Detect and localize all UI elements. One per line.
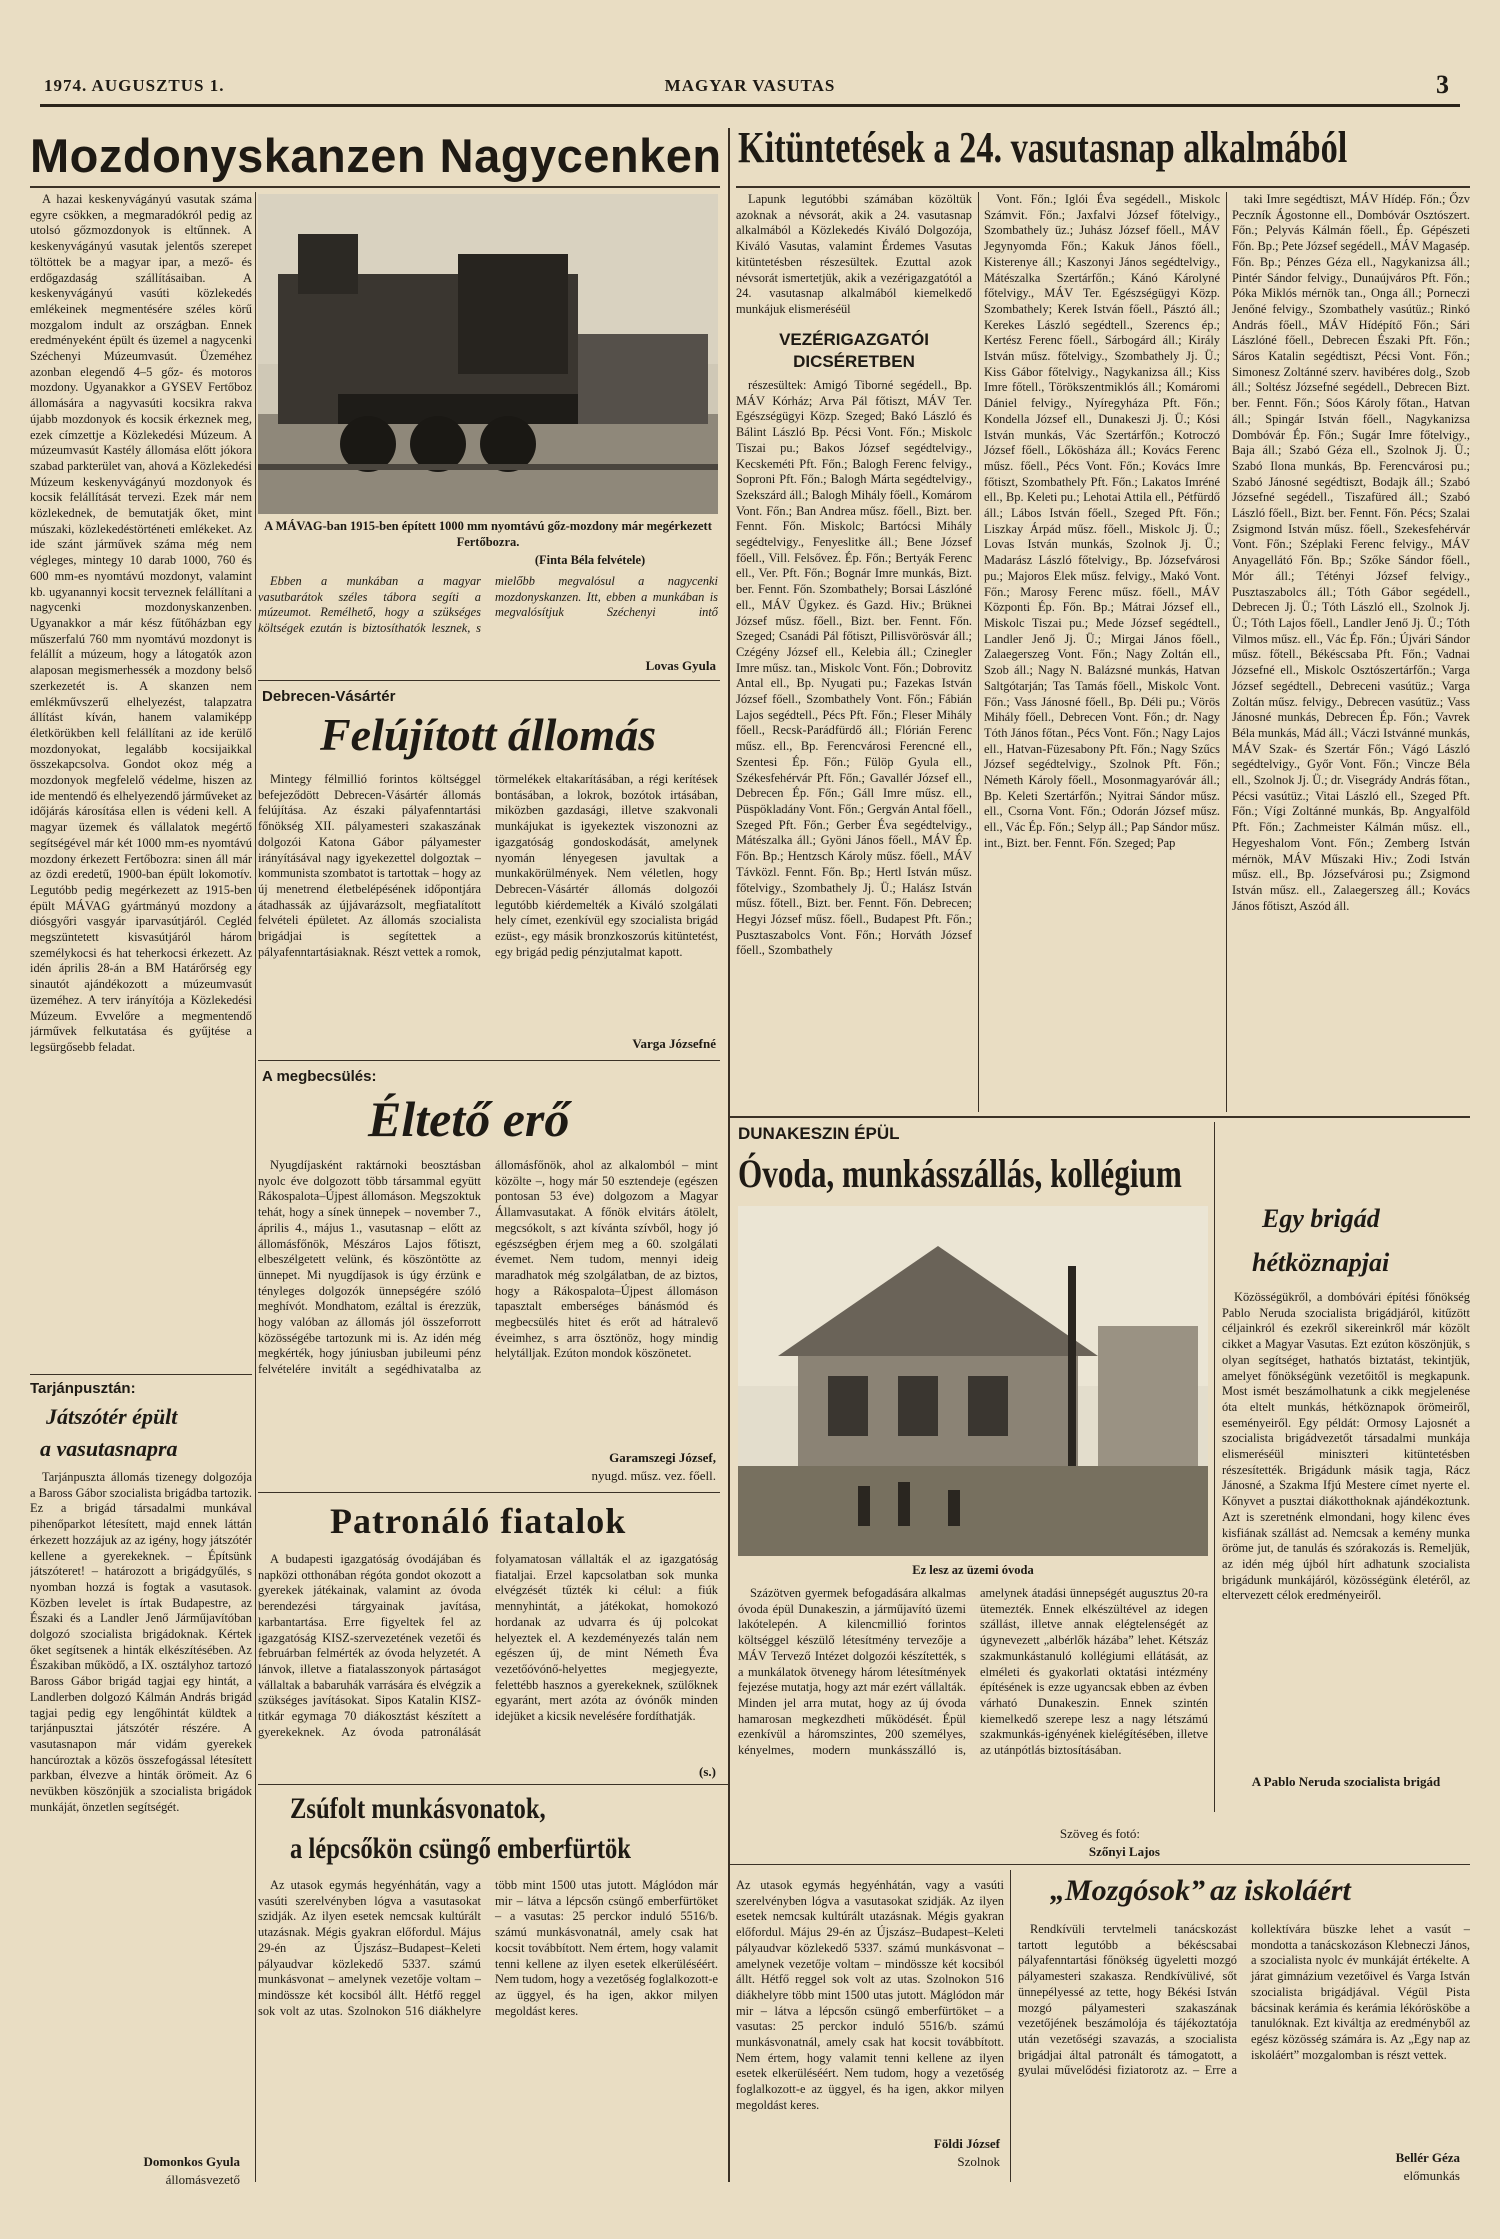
headline-rule-left [30,186,720,188]
locomotive-illustration [258,194,718,514]
trains-paragraph: Az utasok egymás hegyénhátán, vagy a vasúti szerelvényben lógva a vasutasokat szidják. Az ilyen esetek nemcsak kultúrált utazásnak. Mégis gyakran előfordul. Május 29-én az Újszász–Budapest–Keleti pályaudvar közlekedő 5337. számú munkásvonat – amelynek vezetője voltam – mindössze két kocsiból állt. Hétfő reggel sok volt az utas. Szolnokon 516 diákhelyre több mint 1500 utas jutott. Máglódon már mir – látva a lépcsőn csüngő emberfürtöket – a vasutas: 25 perckor induló 5516/b. számú munkásvonatnál, amely csak hat kocsit továbbított. Nem értem, hogy valamit tenni kellene az ilyen esetek elkerüléséért. Nem tudom, hogy a vezetőség foglalkozott-e az üggyel, és ha igen, akkor milyen megoldást keres. [258,1878,718,2018]
kindergarten-bottom-rule [730,1864,1470,1865]
museum-body-col2 [258,574,718,652]
station-headline: Felújított állomás [320,709,657,760]
awards-list-col2-text: Vont. Főn.; Iglói Éva segédell., Miskolc Számvit. Főn.; Jaxfalvi József főtelvigy., Szombathely üz.; Juhász József főell., MÁV Jegynyomda Főn.; Kakuk János főell., Kisterenye áll.; Kaszonyi János segédtelvigy., Mátészalka Szertárfőn.; Kánó Károlyné főtelvigy., MÁV Ter. Egészségügyi Közp. Szombathely; Kerek István főell., Pásztó áll.; Kerekes László segédtell., Szerencs ép.; Kertész Ferenc főell., Sárbogárd áll.; Király István műsz. főtelvigy., Szombathely Jj. Ü.; Kiss Gábor főtelvigy., Nagykanizsa áll.; Kiss Imre főtell., Törökszentmiklós áll.; Komáromi Dániel felvigy., Nyíregyháza Pft. Főn.; Kondella József ell., Dunakeszi Jj. Ü.; Kósi István munkás, Vác Szertárfőn.; Kotroczó József főell., Lőkösháza áll.; Kovács Ferenc műsz. főell., Pécs Vont. Főn.; Kovács Imre főtiszt, Szombathely Pft. Főn.; Lakatos Imréné ell., Bp. Keleti pu.; Lehotai Attila ell., Pétfürdő áll.; Lábos István főell., Szeged Pft. Főn.; Liszkay Árpád műsz. főell., Miskolc Jj. Ü.; Lovas István munkás, Szolnok Jj. Ü.; Madarász László főtelvigy., Bp. Józsefvárosi pu.; Majoros Elek műsz. felvigy., Makó Vont. Főn.; Marosy Ferenc műsz. főell., MÁV Központi Ép. Főn. Bp.; Mátrai József ell., Miskolc Tiszai pu.; Mede József segédtell., Landler Jenő Jj. Ü.; Mirgai János főell., Zalaegerszeg Vont. Főn.; Nagy Zoltán ell., Szob áll.; Nagy N. Balázsné munkás, Hatvan Saltgótarján; Tas Tamás főell., Miskolc Vont. Főn.; Vass Jánosné főell., Bp. Déli pu.; Vörös Mihály főell., Debrecen Vont. Főn.; dr. Nagy Tóth János főtan., Pécs Vont. Főn.; Nagy Lajos ell., Hatvan-Füzesabony Pft. Főn.; Nagy Szűcs József segédtelvigy., Szolnok Pft. Főn.; Németh Károly főell., Mosonmagyaróvár áll.; Bp. Keleti Szertárfőn.; Nyitrai Sándor műsz. ell., Csorna Vont. Főn.; Odorán József műsz. ell., Vác Ép. Főn.; Selyp áll.; Pap Sándor műsz. int., Bizt. ber. Fennt. Főn. Szeged; Pap [984,192,1220,850]
movers-paragraph: Rendkívüli tervtelmeli tanácskozást tartott legutóbb a békéscsabai pályafenntartási főnökség ügyeletti mozgó pályamesteri szakasza. Rendkívülivé, sőt ünnepélyessé az tette, hogy Békési István mozgó pályamesteri szakaszának vezetőjének beszámolója és tájékoztatója után vezetőségi szavazás, a szocialista brigádjai által patronált és támogatott, a gyulai művelődési fiziatorotz az. – Erre a kollektívára büszke lehet a vasút – mondotta a tanácskozáson Klebneczi János, a szocialista nyolc év munkáját értékelte. A járat gimnázium vezetőivel és Varga István szocialista brigádjával. Végül Pista bácsinak kerámia és kerámia lékórösköbe a tanulóknak. Ezt kiváltja az eredményből az egész közösség számára is. Az „Egy nap az iskoláért” mozgalomban is részt vettek. [1018,1922,1470,2078]
patron-bottom-rule [258,1784,728,1785]
patron-headline: Patronáló fiatalok [330,1501,627,1541]
trains-headline-line1: Zsúfolt munkásvonatok, [290,1792,546,1825]
awards-intro [736,192,972,322]
life-author-title: nyugd. műsz. vez. főell. [591,1468,716,1483]
kindergarten-photo-caption: Ez lesz az üzemi óvoda [912,1563,1034,1577]
playground-kicker: Tarjánpusztán: [30,1380,136,1397]
center-divider [728,128,730,1128]
playground-top-rule [30,1374,252,1375]
kindergarten-photo [738,1206,1208,1556]
playground-paragraph: Tarjánpuszta állomás tizenegy dolgozója a Baross Gábor szocialista brigádba tartozik. Ez a brigád társadalmi munkával pihenőparkot létesített, majd ennek láttán érkezett hozzájuk az az igény, hogy játszótér kellene a gyerekeknek. – Építsünk játszóteret! – határozott a brigádgyűlés, s nyomban hozzá is fogtak a vasutasok. Közben levelet is írtak Budapestre, az Északi és a Landler Jenő Járműjavítóban dolgozó szocialista brigádoknak. Kértek őket segítsenek a hinták elkészítésében. Az Északiban működő, a IX. osztályhoz tartozó Baross Gábor brigád tagjai egy hintát, a Landlerben dolgozó Kálmán András brigád tagjai pedig egy lengőhintát küldtek a tarjánpusztai játszótér részére. A vasutasnapon már vidám gyerekek hancúroztak a közös összefogással létesített parkban, élvezve a hinták örömeit. Az 6 nevükben köszönjük a szocialista brigádok munkáját, önzetlen segítségét. [30,1470,252,1814]
awards-bottom-rule [730,1116,1470,1118]
patron-paragraph: A budapesti igazgatóság óvodájában és napközi otthonában régóta gondot okozott a gyerekek játékainak, valamint az óvoda berendezési tárgyainak javítása, karbantartása. Erre figyeltek fel az igazgatóság KISZ-szervezetének vezetői és februárban felmérték az óvoda helyzetét. A lánvok, illetve a fiatalasszonyok pártaságot vállaltak a babaruhák varrására és elvégzik a szükséges javításokat. Sipos Katalin KISZ-titkár egymaga 70 diákosztást készített a gyerekeknek. Az óvoda patronálását folyamatosan vállalták el az igazgatóság fiataljai. Erzel kapcsolatban sok munka elvégzését tűzték ki célul: a fiúk mennyhintát, a játékokat, homokozó hordanak az udvarra és új polcokat helyeztek el. A kezdeményezés talán nem egészen új, de mint Németh Éva vezetőóvónő-helyettes megjegyezte, felettébb hasznos a gyerekeknek, szülőknek egyaránt, mert azóta az óvónők minden idejüket a kicsik nevelésére fordíthatják. [258,1552,718,1739]
station-author: Varga Józsefné [632,1036,716,1051]
movers-headline-part2: az iskoláért [1210,1874,1351,1907]
brigade-body [1222,1290,1470,1792]
awards-headline: Kitüntetések a 24. vasutasnap alkalmából [738,123,1348,172]
issue-date: 1974. AUGUSZTUS 1. [44,76,225,95]
trains-author-title: Szolnok [957,2154,1000,2169]
museum-author: Lovas Gyula [645,658,716,673]
locomotive-photo-caption: A MÁVAG-ban 1915-ben épített 1000 mm nyomtávú gőz-mozdony már megérkezett Fertőbozra. [264,519,712,549]
life-headline: Éltető erő [368,1091,570,1147]
locomotive-photo [258,194,718,514]
life-bottom-rule [258,1492,720,1493]
station-paragraph: Mintegy félmillió forintos költséggel befejeződött Debrecen-Vásártér állomás felújítása. Az északi pályafenntartási főnökség XII. pályamesteri szakaszának dolgozói Katona Gábor pályamester irányításával nagy igyekezettel dolgoztak – kommunista szombatot is tartottak – hogy az új menetrend életbelépésének időpontjára átadhassák az újjávarázsolt, megfiatalított felvételi épületet. Az állomás szocialista brigádjai is segítettek a pályafenntartásiaknak. Részt vettek a romok, törmelékek eltakarításában, a régi kerítések bontásában, a lokrok, bozótok irtásában, miközben gazdasági, illetve szakvonali munkájukat is igyekeztek viszonozni az igazgatóság gondoskodását, amelynek nyomán lényegesen javultak a munkakörülmények. Nem véletlen, hogy Debrecen-Vásártér állomás dolgozói legutóbb kiérdemelték a Kiváló szolgálati hely címet, ezenkívül egy szocialista brigád ezüst-, egy másik bronzkoszorús kitüntetést, egy brigád pedig pénzjutalmat kapott. [258,772,718,959]
brigade-headline-line1: Egy brigád [1262,1204,1380,1233]
museum-paragraph: A hazai keskenyvágányú vasutak száma egyre csökken, a megmaradókról pedig az utolsó gőzmozdonyok is eltűnnek. A keskenyvágányú vasutak jelentős szerepet töltöttek be a magyar ipar, a mező- és erdőgazdaság szállításaiban. A keskenyvágányú vasúti közlekedés emlékeinek megmentésére széles körű mozgalom indult az országban. Ennek eredményeként épült és üzemel a nagycenki Széchenyi Múzeumvasút. Üzeméhez azonban elegendő 4–5 gőz- és motoros mozdony. Ugyanakkor a GYSEV Fertőboz állomására a nagyvasúti kocsikra rakva újabb mozdonyok és kocsik érkeznek meg, ezek címzettje a Közlekedési Múzeum. A múzeumvasút Kastély állomása előtt jókora szabad parkterület van, ahová a Közlekedési Múzeum keskenyvágányú mozdonyok és kocsik felállítását tervezi. Ezek már nem közlekednek, de bemutatják őket, mint múszaki, közlekedéstörténeti emlékeket. Az ide szánt járművek száma még nem végleges, mintegy 10 darab 1000, 760 és 600 mm-es nyomtávú mozdonyt, valamint kb. ugyanannyi kocsit terveznek felállítani a nagycenki mozdonyskanzenben. Ugyanakkor a már kész fűtőházban egy műszerfalú 760 mm nyomtávú mozdonyt is felállít a múzeum, hogy a látogatók azon alaposan megismerhessék a mozdony belső szerkezetét is. A skanzen nem emlékművszerű elhelyezést, talapzatra állítást kíván, hanem valamiképp életkörükben kell felállítani az ide kerülő mozdonyokat, legalább kocsijaikkal összekapcsolva. Gondot okoz még a mozdonyok megfelelő védelme, hiszen az ide mentendő és elhelyezendő járműveket az időjárás károsítása ellen is védeni kell. A magyar üzemek és vállalatok megértő segítségével már két 1000 mm-es nyomtávú mozdony érkezett Fertőbozra: sinen áll már az özdi eredetű, 1900-ban épült lokomotív. Legutóbb pedig megérkezett az 1915-ben épült MÁVAG gyártmányú mozdony a diósgyőri vasgyár iparvasútjáról. Cegléd megszüntetett kisvasútjáról három személykocsi és hat teherkocsi érkezett. Az idén április 28-án a BM Határőrség egy sinautót ajándékozott a múzeumvasút üzeméhez. A terv irányítója a Közlekedési Múzeum. Evvelőre a megmentendő járművek felkutatása és gyűjtése a legsürgősebb feladat. [30,192,252,1054]
playground-headline-line1: Játszótér épült [46,1404,178,1429]
brigade-author: A Pablo Neruda szocialista brigád [1251,1774,1441,1789]
brigade-headline-line2: hétköznapjai [1252,1248,1390,1277]
trains-movers-divider [1010,1870,1011,2182]
awards-subhead-1: VEZÉRIGAZGATÓI [779,330,929,349]
kindergarten-body [738,1586,1208,1822]
movers-headline-part1: „Mozgósok” [1050,1874,1206,1907]
page-header [40,70,1460,104]
kindergarten-kicker: DUNAKESZIN ÉPÜL [738,1124,900,1143]
museum-headline: Mozdonyskanzen Nagycenken [30,129,722,182]
trains-body [258,1878,718,2178]
patron-author: (s.) [699,1764,716,1779]
construction-illustration [738,1206,1208,1556]
playground-author: Domonkos Gyula [143,2154,240,2169]
playground-author-title: állomásvezető [165,2172,240,2187]
awards-list-col2 [984,192,1220,1112]
life-author: Garamszegi József, [609,1450,716,1465]
museum-bottom-rule [258,680,720,681]
museum-closing-paragraph: Ebben a munkában a magyar vasutbarátok széles tábora segíti a múzeumot. Remélhető, hogy a szükséges költségek ezután is biztosíthatók lesznek, s mielőbb megvalósul a nagycenki mozdonyskanzen. Itt, ebben a munkában is megvalósítjuk Széchenyi intő [258,574,718,636]
trains-body-continued [736,1878,1004,2128]
station-bottom-rule [258,1060,720,1061]
awards-list-col3 [1232,192,1470,1112]
header-rule [40,104,1460,107]
trains-headline-line2: a lépcsőkön csüngő emberfürtök [290,1832,631,1865]
page-number: 3 [1436,70,1450,99]
brigade-divider [1214,1122,1215,1812]
lower-center-divider [728,1122,730,2182]
awards-intro-paragraph: Lapunk legutóbbi számában közöltük azoknak a névsorát, akik a 24. vasutasnap alkalmából a Közlekedés Kiváló Dolgozója, Kiváló Vasutas, valamint Érdemes Vasutas kitüntetésben részesültek. Ezuttal azok névsorát ismertetjük, akik a vezérigazgatótól a 24. vasutasnap alkalmából kiemelkedő munkájuk elismeréséül [736,192,972,316]
kindergarten-paragraph: Százötven gyermek befogadására alkalmas óvoda épül Dunakeszin, a járműjavító üzemi lakótelepén. A kilencmillió forintos költséggel készülő létesítmény tervezője a MÁV Tervező Intézet dolgozói készítették, s a munkálatok ötvenegy három létesítmények fejezése mutatja, hogy azt már ezért vállalták. Minden jel arra mutat, hogy az új óvoda hamarosan megkezdheti működését. Épül ezenkívül a háromszintes, 200 személyes, kényelmes, modern munkásszálló is, amelynek átadási ünnepségét augusztus 20-ra ütemezték. Ennek elkészültével az idegen szállást, illetve annak elégtelenségét az úgynevezett „albérlők házába” lehet. Kétszáz szakmunkástanuló kollégiumi ellátását, az elméleti és gyakorlati oktatási intézmény építésének is ezze ugyancsak ebben az évben várható Dunakeszin. Ennek szintén kiemelkedő szerepe lesz a nagy létszámú szakmunkás-igényének kielégítésében, illetve az utánpótlás biztosításában. [738,1586,1208,1758]
locomotive-photo-credit: (Finta Béla felvétele) [534,553,646,567]
kindergarten-author: Szőnyi Lajos [1088,1844,1160,1859]
station-body [258,772,718,1032]
movers-author-title: előmunkás [1403,2168,1460,2183]
station-kicker: Debrecen-Vásártér [262,688,396,705]
headline-rule-right [736,186,1470,188]
awards-divider-2 [1226,192,1227,1112]
kindergarten-author-label: Szöveg és fotó: [1059,1826,1140,1841]
awards-subhead-2: DICSÉRETBEN [793,352,915,371]
patron-body [258,1552,718,1760]
playground-body [30,1470,252,2150]
life-kicker: A megbecsülés: [262,1068,377,1085]
awards-list-col1 [736,378,972,1112]
awards-divider-1 [978,192,979,1112]
museum-body-col1 [30,192,252,1370]
trains-author: Földi József [933,2136,1000,2151]
brigade-paragraph: Közösségükről, a dombóvári építési főnökség Pablo Neruda szocialista brigádjáról, kitűzött céljainkról és ezekről sikereinkről már közölt cikket a Magyar Vasutas. Ezt ezúton köszönjük, s olyan segítséget, hathatós biztatást, tekintjük, amelyet főnökségünk vezetőitől is megkapunk. Most ismét beszámolhatunk a cikk megjelenése óta eltelt munkás, hétköznapok örömeiről, eseményeiről. Egy példát: Ormosy Lajosnét a szocialista brigádvezetőt társadalmi munkája elismeréséül miniszteri kitüntetésben részesítették. Brigádunk másik tagja, Rácz Jánosné, a Szakma Ifjú Mestere címet nyerte el. Kőnyvet a pusztai diákotthoknak ajándékoztunk. Azt is szeretnénk elmondani, hogy kilenc éves kisfiának szállást ad. Nemcsak a kemény munka öröme jut, de tanulás és szórakozás is. Remeljük, az idén még újból hírt adhatunk szocialista brigádunk munkájáról, közösségünk életéről, az eltervezett célok eredményeiről. [1222,1290,1470,1603]
awards-list-col3-text: taki Imre segédtiszt, MÁV Hídép. Főn.; Őzv Peczník Ágostonne ell., Dombóvár Osztószert. Főn.; Pelyvás Kálmán főell., Ép. Gépészeti Főn. Bp.; Pete József segédell., MÁV Magasép. Főn. Bp.; Pénzes Géza ell., Nagykanizsa áll.; Pintér Sándor felvigy., Dunaújváros Pft. Főn.; Póka Miklós mérnök tan., Onga áll.; Porneczi Jenőné felvigy., Szombathely vasútüz.; Rinkó András főell., MÁV Hídépítő Főn.; Sári Lászlóné főell., Debrecen Északi Pft. Főn.; Sáros Katalin segédtiszt, Pécsi Vont. Főn.; Simonesz Zoltánné szerv. havibéres dolg., Szob áll.; Soltész Józsefné segédell., Debrecen Bizt. ber. Fennt. Főn.; Sóos Károly főtan., Hatvan áll.; Spingár István főell., Nagykanizsa Dombóvár Ép. Főn.; Sugár Imre főtelvigy., Baja áll.; Szabó Géza ell., Szolnok Jj. Ü.; Szabó Ilona munkás, Bp. Ferencvárosi pu.; Szabó Jánosné segédtiszt, Bodajk áll.; Szabó Józsefné segédell., Tiszafüred áll.; Szabó László főell., Bizt. ber. Fennt. Főn. Pécs; Szalai Zsigmond István műsz. főell., Szekesfehérvár Vont. Főn.; Széplaki Ferenc felvigy., MÁV Anyagellátó Főn. Bp.; Szőke Sándor főell., Mór áll.; Tétényi József felvigy., Pusztaszabolcs áll.; Tóth Gábor segédell., Debrecen Jj. Ü.; Tóth László ell., Szolnok Jj. Ü.; Tóth Lajos főell., Landler Jenő Jj. Ü.; Tóth Vilmos műsz. ell., Vác Ép. Főn.; Újvári Sándor műsz. főtell., Békéscsaba Pft. Főn.; Vadnai Józsefné ell., Miskolc Osztószertárfőn.; Varga József segédtell., Debreceni vasútüz.; Varga Zoltán műsz. felvigy., Debrecen vasútüz.; Vass Jánosné munkás, Debrecen Ép. Főn.; Vavrek Béla munkás, Mád áll.; Váczi Istvánné munkás, MÁV Szak- és Szertár Főn.; Vágó László segédtelvigy., Győr Vont. Főn.; Vincze Béla ell., Szolnok Jj. Ü.; dr. Visegrády András főtan., Pécsi vasútüz.; Vitai László ell., Szeged Pft. Főn.; Vígi Zoltánné munkás, Bp. Angyalföld Pft. Főn.; Zachmeister Kálmán műsz. ell., Hegyeshalom Vont. Főn.; Zemberg István mérnök, MÁV Műszaki Hiv.; Zodi István műsz. ell., Bp. Józsefvárosi pu.; Zsigmond István műsz. ell., Zalaegerszeg áll.; Kovács János főtiszt, Aszód áll. [1232,192,1470,913]
playground-headline-line2: a vasutasnapra [40,1436,178,1461]
life-body [258,1158,718,1446]
masthead: MAGYAR VASUTAS [664,76,836,95]
kindergarten-headline: Óvoda, munkásszállás, kollégium [738,1151,1182,1196]
awards-list-col1-text: részesültek: Amigó Tiborné segédell., Bp. MÁV Kórház; Arva Pál főtiszt, MÁV Ter. Egészségügyi Közp. Szeged; Bakó László és Bálint László Bp. Pécsi Vont. Főn.; Miskolc Tiszai pu.; Bakos József segédtelvigy., Kecskeméti Pft. Főn.; Balogh Ferenc felvigy., Soproni Pft. Főn.; Balogh Márta segédtelvigy., Szekszárd áll.; Balogh Mihály főell., Komárom Vont. Főn.; Ban Andrea műsz. főell., Bizt. ber. Fennt. Főn. Miskolc; Bartócsi Mihály segédtelvigy., Fenyeslitke áll.; Bene József főell., Vill. Felsővez. Ép. Főn.; Bertyák Ferenc ell., Ver. Pft. Főn.; Bognár Imre munkás, Bizt. ber. Fennt. Főn. Szombathely; Borsai Lászlóné ell., MÁV Ügykez. és Gazd. Hiv.; Brüknei József műsz. főell., Bizt. ber. Fennt. Főn. Szeged; Csanádi Pál főtiszt, Pillisvörösvár áll.; Czégény József ell., Kelebia áll.; Czinegler Imre műsz. tan., Miskolc Vont. Főn.; Dobrovitz Antal ell., Bp. Nyugati pu.; Fazekas István József főell., Szombathely Vont. Főn.; Fábián Lajos segédtell., Pécs Pft. Főn.; Fleser Mihály főell., Recsk-Parádfürdő áll.; Flórián Ferenc műsz. ell., Bp. Ferencvárosi Ferencné ell., Szentesi Ép. Főn.; Fülöp Gyula ell., Székesfehérvár Pft. Főn.; Gavallér József ell., Debrecen Ép. Főn.; Gáll Imre műsz. ell., Püspökladány Vont. Főn.; Gergván Antal főell., Szeged Pft. Főn.; Gerber Éva segédtelvigy., Mátészalka áll.; Gyöni János főell., MÁV Ép. Főn. Bp.; Hentzsch Károly műsz. főell., MÁV Távközl. Fennt. Főn. Bp.; Hertl István műsz. főtelvigy., Szombathely Jj. Ü.; Halász István műsz. főtell., Bizt. ber. Fennt. Főn. Debrecen; Hegyi József műsz. főell., Budapest Pft. Főn.; Pusztaszabolcs Vont. Főn.; Horváth József főell., Szombathely [736,378,972,958]
movers-author: Bellér Géza [1395,2150,1460,2165]
movers-body [1018,1922,1470,2146]
left-column-divider [255,192,256,2182]
trains-continued-paragraph: Az utasok egymás hegyénhátán, vagy a vasúti szerelvényben lógva a vasutasokat szidják. Az ilyen esetek nemcsak kultúrált utazásnak. Mégis gyakran előfordul. Május 29-én az Újszász–Budapest–Keleti pályaudvar közlekedő 5337. számú munkásvonat – amelynek vezetője voltam – mindössze két kocsiból állt. Hétfő reggel sok volt az utas. Szolnokon 516 diákhelyre több mint 1500 utas jutott. Máglódon már mir – látva a lépcsőn csüngő emberfürtöket – a vasutas: 25 perckor induló 5516/b. számú munkásvonatnál, amely csak hat kocsit továbbított. Nem értem, hogy valamit tenni kellene az ilyen esetek elkerüléséért. Nem tudom, hogy a vezetőség foglalkozott-e az üggyel, és ha igen, akkor milyen megoldást keres. [736,1878,1004,2112]
life-paragraph: Nyugdíjasként raktárnoki beosztásban nyolc éve dolgozott több társammal együtt Rákospalota–Újpest állomáson. Megszoktuk tehát, hogy a sínek ünnepek – november 7., április 4., május 1., vasutasnap – előtt az állomásfőnök, Mészáros Lajos főtiszt, elbeszélgetett velünk, és köszöntötte az ünnepet. Mi nyugdíjasok is úgy érzünk e tényleges dolgozók ünnepségére szóló meghívót. Mondhatom, ezáltal is érezzük, hogy valóban az állomás jól összeforrott közösségébe tartozunk mi is. Az idén még megkérték, hogy júniusban jubileumi pénz felvételére invitált a segédhivatalba az állomásfőnök, ahol az alkalomból – mint közölte –, hogy már 50 esztendeje (egészen pontosan 53 éve) dolgozom a Magyar Államvasutakat. A főnök elvitárs átölelt, megcsókolt, s azt kívánta szívből, hogy jó egészségben érjem meg a 60. szolgálati évemet. Nem tudom, mennyi ideig maradhatok még szolgálatban, de az biztos, hogy a Rákospalota–Újpest állomáson tapasztalt emberséges bánásmód és megbecsülés hitet és erőt ad hátralevő éveimhez, s arra ösztönöz, hogy mindig helytálljak. Ezúton mondok köszönetet. [258,1158,718,1377]
